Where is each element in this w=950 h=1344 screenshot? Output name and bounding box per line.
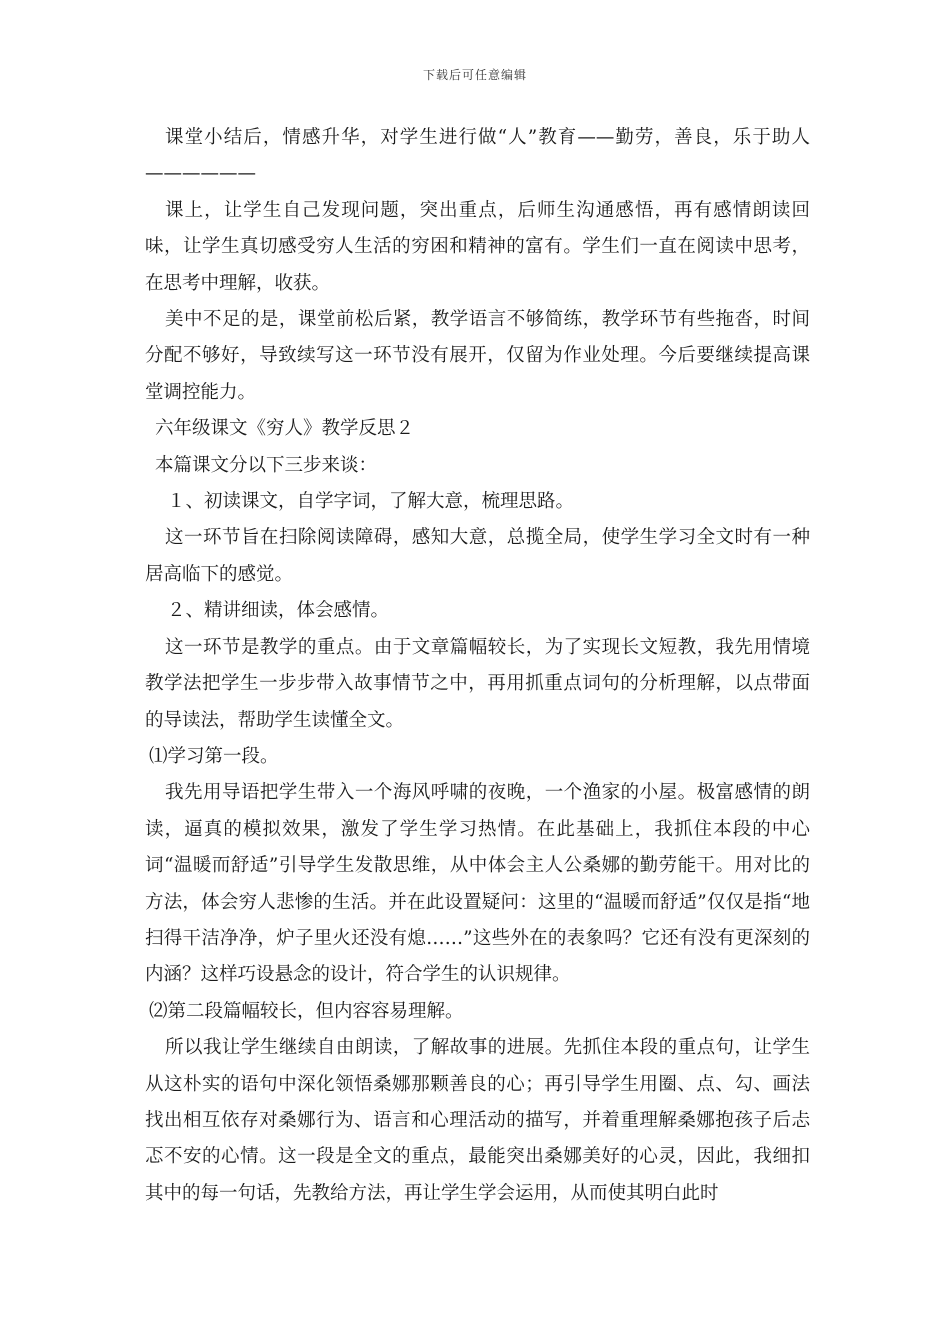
paragraph-class-process: 课上，让学生自己发现问题，突出重点，后师生沟通感悟，再有感情朗读回味，让学生真切感受穷人生活的穷困和精神的富有。学生们一直在阅读中思考，在思考中理解，收获。 [145,199,810,294]
paragraph-section-1: 我先用导语把学生带入一个海风呼啸的夜晚，一个渔家的小屋。极富感情的朗读，逼真的模拟效果，激发了学生学习热情。在此基础上，我抓住本段的中心词“温暖而舒适”引导学生发散思维，从中体会主人公桑娜的勤劳能干。用对比的方法，体会穷人悲惨的生活。并在此设置疑问：这里的“温暖而舒适”仅仅是指“地扫得干洁净净，炉子里火还没有熄……”这些外在的表象吗？它还有没有更深刻的内涵？这样巧设悬念的设计，符合学生的认识规律。 [145,782,810,986]
paragraph-intro: 本篇课文分以下三步来谈： [155,454,378,476]
paragraph-section-2: 所以我让学生继续自由朗读，了解故事的进展。先抓住本段的重点句，让学生从这朴实的语句中深化领悟桑娜那颗善良的心；再引导学生用圈、点、勾、画法找出相互依存对桑娜行为、语言和心理活动的描写，并着重理解桑娜抱孩子后忐忑不安的心情。这一段是全文的重点，最能突出桑娜美好的心灵，因此，我细扣其中的每一句话，先教给方法，再让学生学会运用，从而使其明白此时 [145,1037,810,1204]
sub-heading-1: ⑴学习第一段。 [149,745,279,767]
page-header: 下载后可任意编辑 [422,68,527,82]
step-1-heading: １、初读课文，自学字词，了解大意，梳理思路。 [167,491,575,513]
document-body [145,120,810,1212]
step-2-heading: ２、精讲细读，体会感情。 [167,600,390,622]
paragraph-shortcomings: 美中不足的是，课堂前松后紧，教学语言不够简练，教学环节有些拖沓，时间分配不够好，导致续写这一环节没有展开，仅留为作业处理。今后要继续提高课堂调控能力。 [145,309,810,403]
section-title: 六年级课文《穷人》教学反思２ [155,418,415,440]
paragraph-step-2: 这一环节是教学的重点。由于文章篇幅较长，为了实现长文短教，我先用情境教学法把学生一步步带入故事情节之中，再用抓重点词句的分析理解，以点带面的导读法，帮助学生读懂全文。 [145,636,810,731]
paragraph-summary: 课堂小结后，情感升华，对学生进行做“人”教育——勤劳，善良，乐于助人—————— [145,127,810,185]
paragraph-step-1: 这一环节旨在扫除阅读障碍，感知大意，总揽全局，使学生学习全文时有一种居高临下的感觉。 [145,527,810,585]
sub-heading-2: ⑵第二段篇幅较长，但内容容易理解。 [149,1000,464,1022]
